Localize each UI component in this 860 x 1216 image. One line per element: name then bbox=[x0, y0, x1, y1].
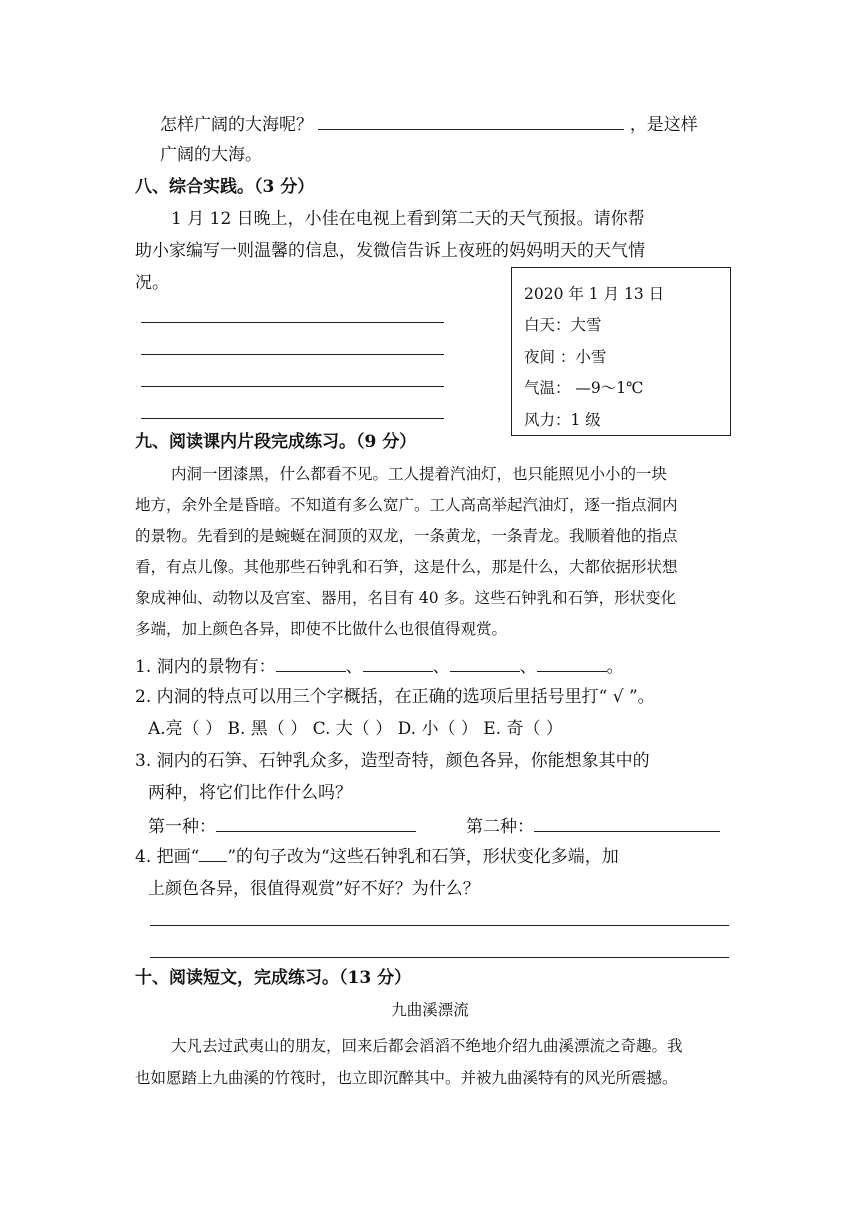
answer-line[interactable] bbox=[141, 418, 444, 419]
question-4-line-2: 上颜色各异，很值得观赏”好不好？为什么？ bbox=[148, 879, 480, 899]
weather-forecast-box bbox=[511, 267, 731, 436]
weather-temperature: 气温： —9～1℃ bbox=[524, 379, 644, 397]
passage-title: 九曲溪漂流 bbox=[391, 1001, 469, 1019]
section-10-para-1: 大凡去过武夷山的朋友，回来后都会滔滔不绝地介绍九曲溪漂流之奇趣。我 bbox=[171, 1037, 683, 1055]
passage-line: 内洞一团漆黑，什么都看不见。工人提着汽油灯，也只能照见小小的一块 bbox=[171, 465, 668, 483]
passage-line: 象成神仙、动物以及宫室、器用，名目有 40 多。这些石钟乳和石笋，形状变化 bbox=[135, 589, 677, 607]
top-line-1-suffix: ，是这样 bbox=[629, 115, 698, 135]
weather-night: 夜间 ：小雪 bbox=[524, 348, 607, 366]
top-line-2: 广阔的大海。 bbox=[160, 145, 262, 165]
section-10-heading: 十、阅读短文，完成练习。（13 分） bbox=[135, 968, 412, 988]
separator: 、 bbox=[432, 657, 450, 677]
question-3-second-label: 第二种： bbox=[466, 817, 534, 837]
answer-line[interactable] bbox=[141, 386, 444, 387]
section-8-heading: 八、综合实践。（3 分） bbox=[135, 177, 315, 197]
section-10-para-2: 也如愿踏上九曲溪的竹筏时，也立即沉醉其中。并被九曲溪特有的风光所震撼。 bbox=[135, 1069, 678, 1087]
section-8-para-3: 况。 bbox=[135, 273, 169, 293]
question-4-line-1-a: 4. 把画“ bbox=[135, 847, 200, 867]
top-line-1 bbox=[160, 111, 730, 137]
passage-line: 地方，余外全是昏暗。不知道有多么宽广。工人高高举起汽油灯，逐一指点洞内 bbox=[135, 496, 678, 514]
question-3-first-label: 第一种： bbox=[148, 817, 216, 837]
question-3-line-1: 3. 洞内的石笋、石钟乳众多，造型奇特，颜色各异，你能想象其中的 bbox=[135, 751, 650, 771]
separator: 、 bbox=[519, 657, 537, 677]
section-8-para-1: 1 月 12 日晚上，小佳在电视上看到第二天的天气预报。请你帮 bbox=[171, 209, 645, 229]
answer-line[interactable] bbox=[141, 322, 444, 323]
passage-line: 的景物。先看到的是蜿蜒在洞顶的双龙，一条黄龙，一条青龙。我顺着他的指点 bbox=[135, 527, 678, 545]
question-1 bbox=[135, 653, 624, 679]
question-1-prefix: 1. 洞内的景物有： bbox=[135, 657, 276, 677]
separator: 、 bbox=[345, 657, 363, 677]
section-8-para-2: 助小家编写一则温馨的信息，发微信告诉上夜班的妈妈明天的天气情 bbox=[135, 241, 645, 261]
answer-blank[interactable] bbox=[276, 653, 346, 672]
question-2-options[interactable]: A.亮（ ） B. 黑（ ） C. 大（ ） D. 小（ ） E. 奇（ ） bbox=[148, 719, 563, 739]
answer-line[interactable] bbox=[141, 354, 444, 355]
answer-blank[interactable] bbox=[537, 653, 607, 672]
question-2: 2. 内洞的特点可以用三个字概括，在正确的选项后里括号里打“ √ ”。 bbox=[135, 687, 655, 707]
answer-blank[interactable] bbox=[363, 653, 433, 672]
question-3-second bbox=[466, 813, 720, 839]
passage-line: 多端，加上颜色各异，即使不比做什么也很值得观赏。 bbox=[135, 620, 508, 638]
top-line-1-prefix: 怎样广阔的大海呢？ bbox=[160, 115, 313, 135]
weather-wind: 风力：1 级 bbox=[524, 411, 601, 429]
answer-blank[interactable] bbox=[450, 653, 520, 672]
passage-line: 看，有点儿像。其他那些石钟乳和石笋，这是什么，那是什么，大都依据形状想 bbox=[135, 558, 678, 576]
answer-blank[interactable] bbox=[318, 111, 624, 130]
answer-line[interactable] bbox=[150, 925, 729, 926]
answer-blank[interactable] bbox=[216, 813, 416, 832]
weather-date: 2020 年 1 月 13 日 bbox=[524, 285, 665, 303]
answer-line[interactable] bbox=[150, 957, 729, 958]
underline-marker bbox=[199, 847, 227, 862]
section-9-heading: 九、阅读课内片段完成练习。（9 分） bbox=[135, 432, 417, 452]
answer-blank[interactable] bbox=[534, 813, 720, 832]
question-4-line-1-b: ”的句子改为“这些石钟乳和石笋，形状变化多端，加 bbox=[227, 847, 619, 867]
question-3-first bbox=[148, 813, 416, 839]
weather-day: 白天：大雪 bbox=[524, 316, 602, 334]
question-3-line-2: 两种，将它们比作什么吗？ bbox=[148, 783, 352, 803]
question-4-line-1 bbox=[135, 845, 619, 869]
question-1-end: 。 bbox=[606, 657, 624, 677]
